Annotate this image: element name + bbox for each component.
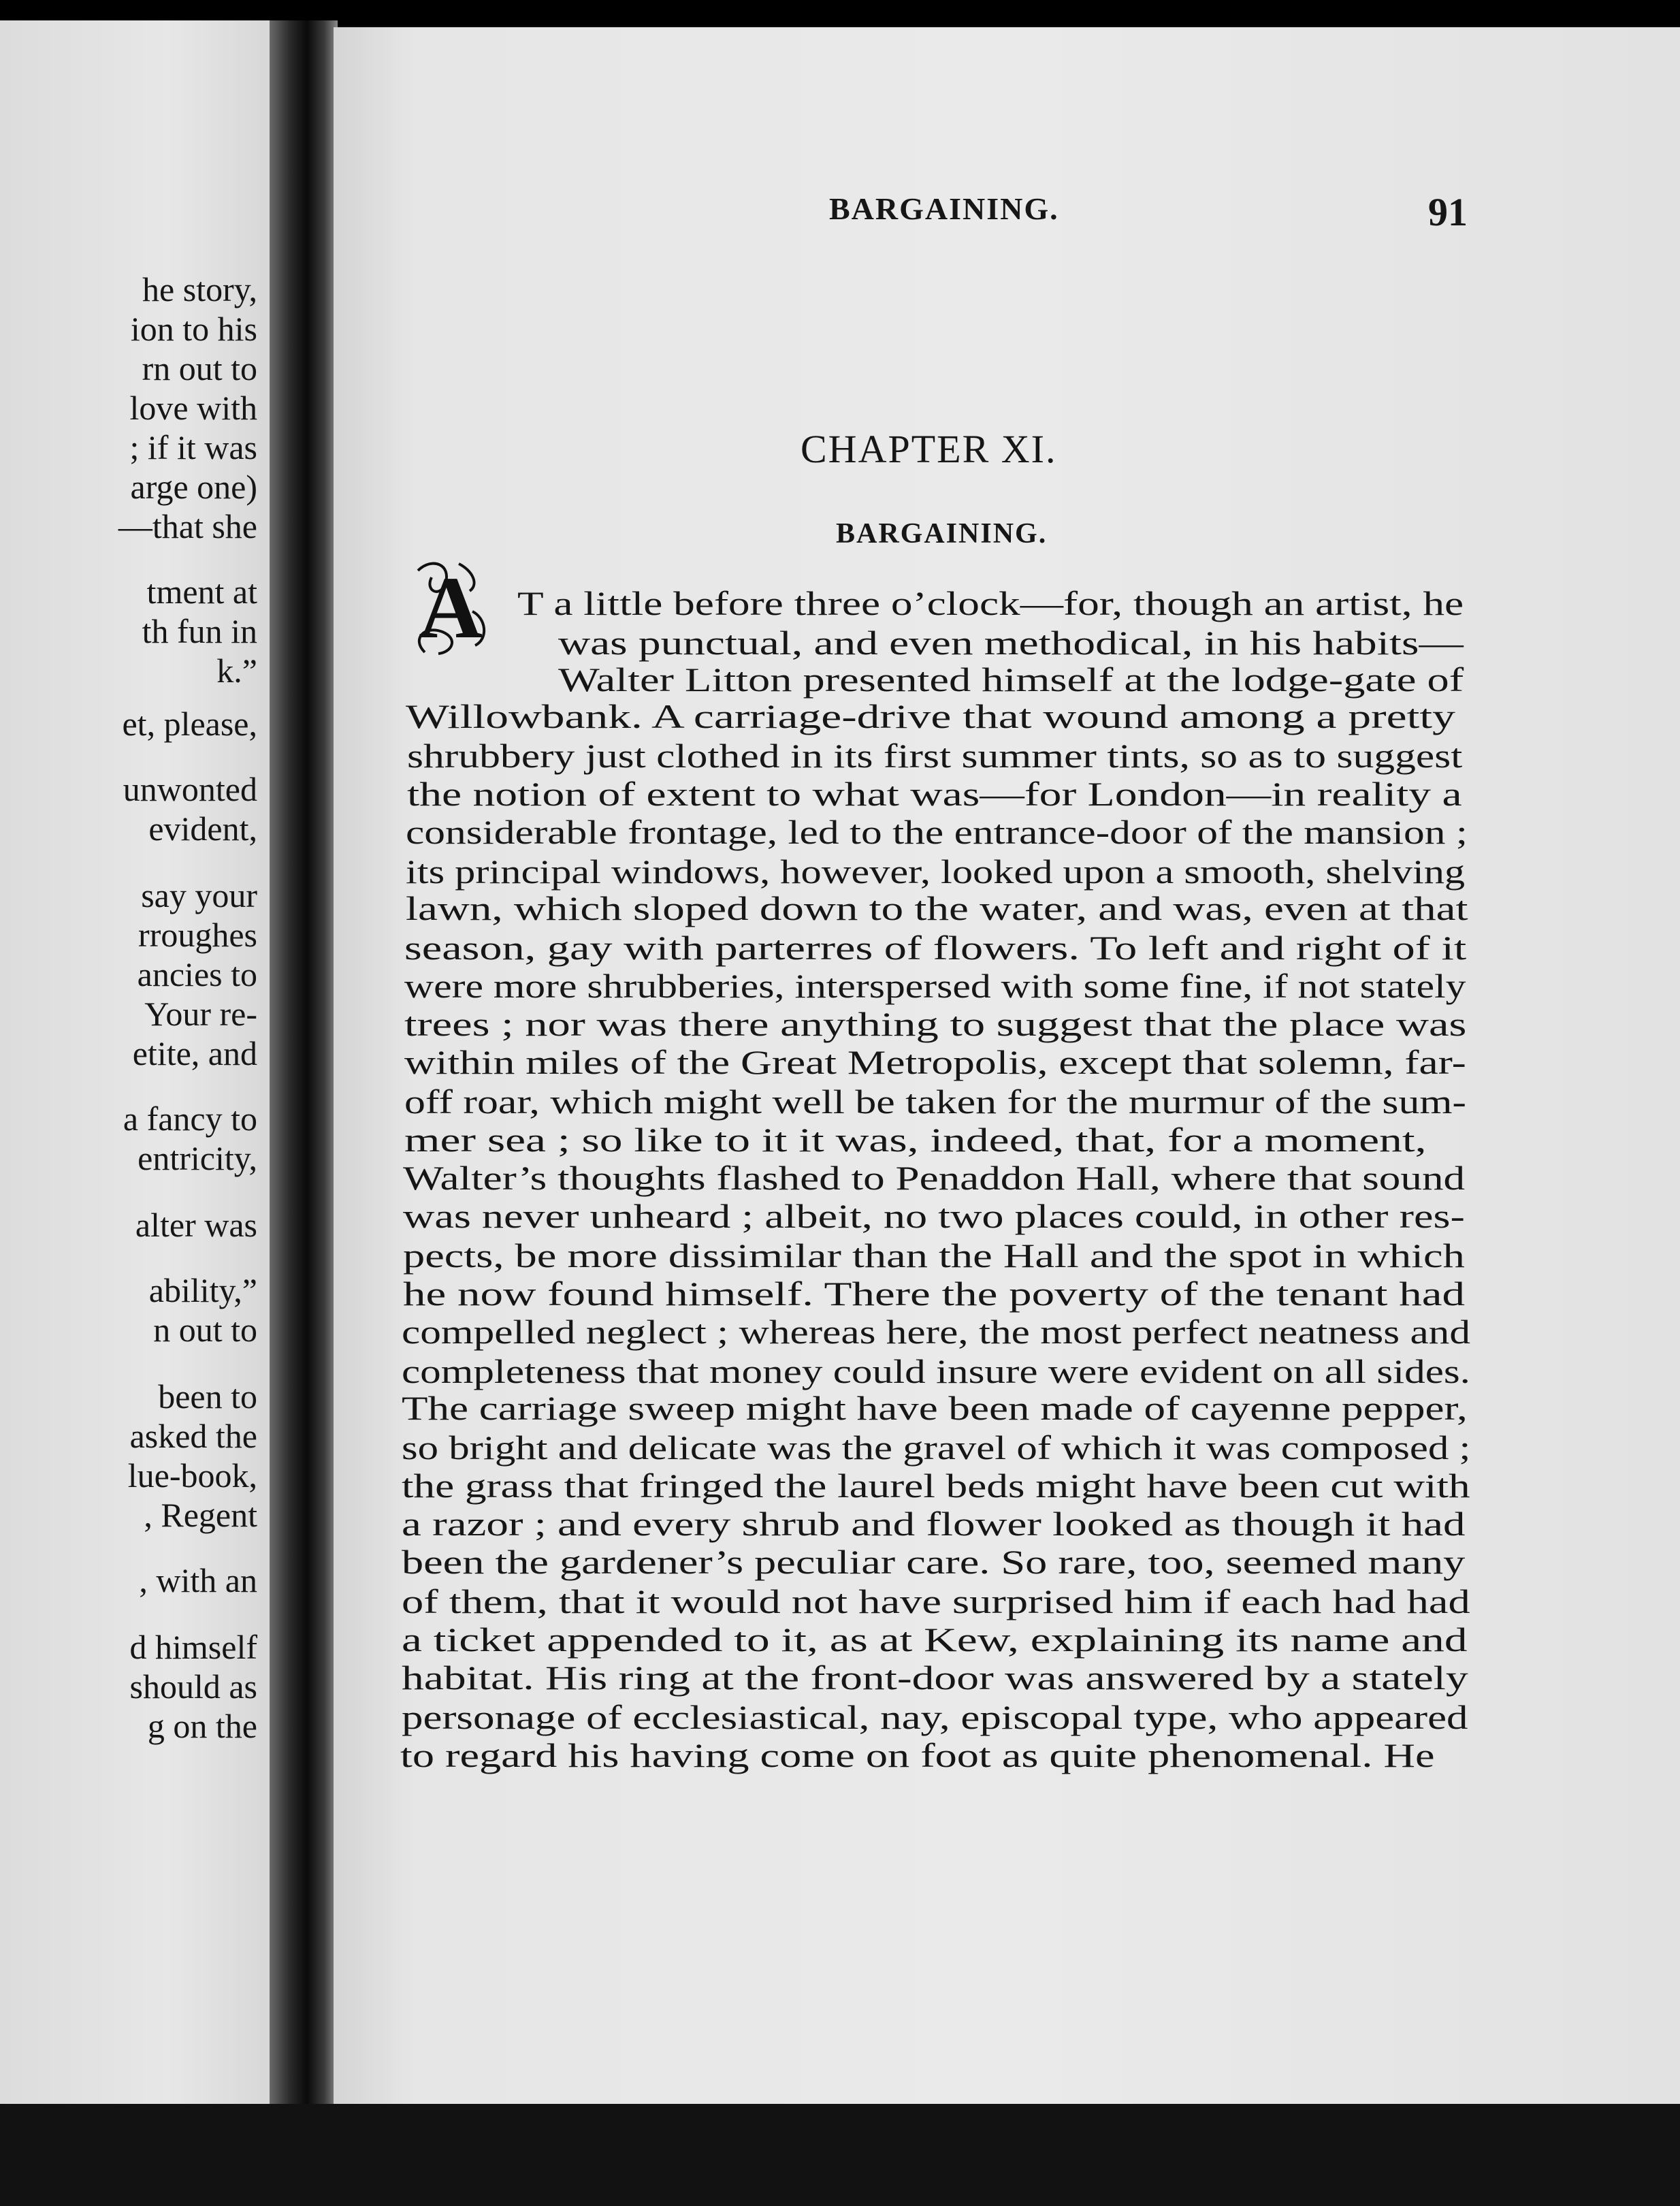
body-line: been the gardener’s peculiar care. So rare, too, seemed many (402, 1543, 1466, 1581)
left-page-line: d himself (129, 1628, 257, 1666)
left-page-line: k.” (216, 652, 257, 690)
left-page-line: say your (141, 876, 257, 914)
body-line: completeness that money could insure were evident on all sides. (402, 1352, 1470, 1390)
left-page-line: n out to (153, 1311, 257, 1349)
left-page-line: , with an (139, 1561, 257, 1599)
body-line: Walter’s thoughts flashed to Penaddon Hall, where that sound (403, 1159, 1466, 1197)
left-page-line: been to (158, 1377, 257, 1416)
left-page-line: rroughes (138, 916, 257, 954)
left-page-line: unwonted (123, 770, 257, 808)
body-line: lawn, which sloped down to the water, and was, even at that (406, 889, 1468, 927)
left-page (0, 20, 280, 2104)
chapter-title: CHAPTER XI. (801, 427, 1057, 471)
left-page-line: ion to his (130, 310, 257, 348)
body-line: the notion of extent to what was—for London—in reality a (407, 775, 1462, 813)
drop-cap-letter: A (419, 559, 483, 657)
left-page-line: entricity, (138, 1139, 257, 1177)
body-line: a ticket appended to it, as at Kew, explaining its name and (402, 1620, 1468, 1659)
chapter-subtitle: BARGAINING. (836, 518, 1048, 549)
body-line: he now found himself. There the poverty of the tenant had (403, 1275, 1466, 1313)
left-page-line: ; if it was (129, 428, 257, 466)
left-page-line: ability,” (148, 1271, 257, 1309)
left-page-line: , Regent (144, 1496, 257, 1534)
body-line: its principal windows, however, looked upon a smooth, shelving (406, 852, 1466, 891)
page-number: 91 (1428, 190, 1468, 234)
body-line: a razor ; and every shrub and flower looked as though it had (402, 1505, 1466, 1543)
body-line: considerable frontage, led to the entrance-door of the mansion ; (406, 813, 1468, 851)
left-page-line: evident, (148, 810, 257, 848)
body-line: were more shrubberies, interspersed with some fine, if not stately (404, 967, 1466, 1005)
left-page-line: alter was (135, 1206, 257, 1244)
left-page-line: ancies to (137, 955, 257, 993)
left-page-line: should as (129, 1667, 257, 1706)
left-page-line: th fun in (142, 612, 257, 650)
body-line: season, gay with parterres of flowers. To left and right of it (404, 929, 1467, 967)
left-page-line: rn out to (142, 349, 257, 387)
body-line: personage of ecclesiastical, nay, episcopal type, who appeared (402, 1698, 1468, 1736)
body-line: compelled neglect ; whereas here, the most perfect neatness and (402, 1313, 1471, 1351)
running-head: BARGAINING. (829, 191, 1059, 226)
body-line: T a little before three o’clock—for, though an artist, he (517, 584, 1464, 622)
left-page-line: asked the (129, 1417, 257, 1455)
left-page-line: he story, (142, 270, 257, 308)
body-line: habitat. His ring at the front-door was answered by a stately (402, 1659, 1468, 1697)
left-page-line: love with (129, 389, 257, 427)
body-line: shrubbery just clothed in its first summer tints, so as to suggest (407, 737, 1463, 775)
body-line: within miles of the Great Metropolis, except that solemn, far- (404, 1043, 1466, 1081)
body-line: off roar, which might well be taken for the murmur of the sum- (404, 1083, 1467, 1121)
body-line: so bright and delicate was the gravel of which it was composed ; (402, 1428, 1471, 1467)
left-page-line: a fancy to (123, 1100, 257, 1138)
drop-cap-ornament (404, 557, 497, 659)
left-page-line: lue-book, (127, 1456, 257, 1494)
body-line: The carriage sweep might have been made of cayenne pepper, (402, 1389, 1468, 1427)
left-page-line: arge one) (130, 468, 257, 506)
body-line: trees ; nor was there anything to suggest that the place was (404, 1005, 1467, 1043)
left-page-line: tment at (146, 573, 257, 611)
body-line: pects, be more dissimilar than the Hall and the spot in which (403, 1236, 1465, 1275)
left-page-line: g on the (147, 1707, 257, 1745)
body-line: Willowbank. A carriage-drive that wound among a pretty (406, 697, 1455, 735)
left-page-line: etite, and (132, 1034, 257, 1072)
body-line: of them, that it would not have surprised him if each had had (402, 1582, 1470, 1620)
body-line: was never unheard ; albeit, no two places could, in other res- (403, 1197, 1465, 1235)
body-line: mer sea ; so like to it it was, indeed, that, for a moment, (404, 1121, 1427, 1159)
body-line: Walter Litton presented himself at the lodge-gate of (558, 660, 1464, 699)
body-line: the grass that fringed the laurel beds might have been cut with (402, 1467, 1470, 1505)
scan-bottom-edge (0, 2104, 1680, 2206)
body-line: was punctual, and even methodical, in his habits— (558, 624, 1464, 662)
book-gutter (270, 20, 338, 2104)
left-page-line: Your re- (144, 995, 257, 1033)
left-page-line: —that she (118, 507, 257, 545)
left-page-line: et, please, (122, 705, 257, 743)
body-line: to regard his having come on foot as quite phenomenal. He (400, 1736, 1435, 1774)
